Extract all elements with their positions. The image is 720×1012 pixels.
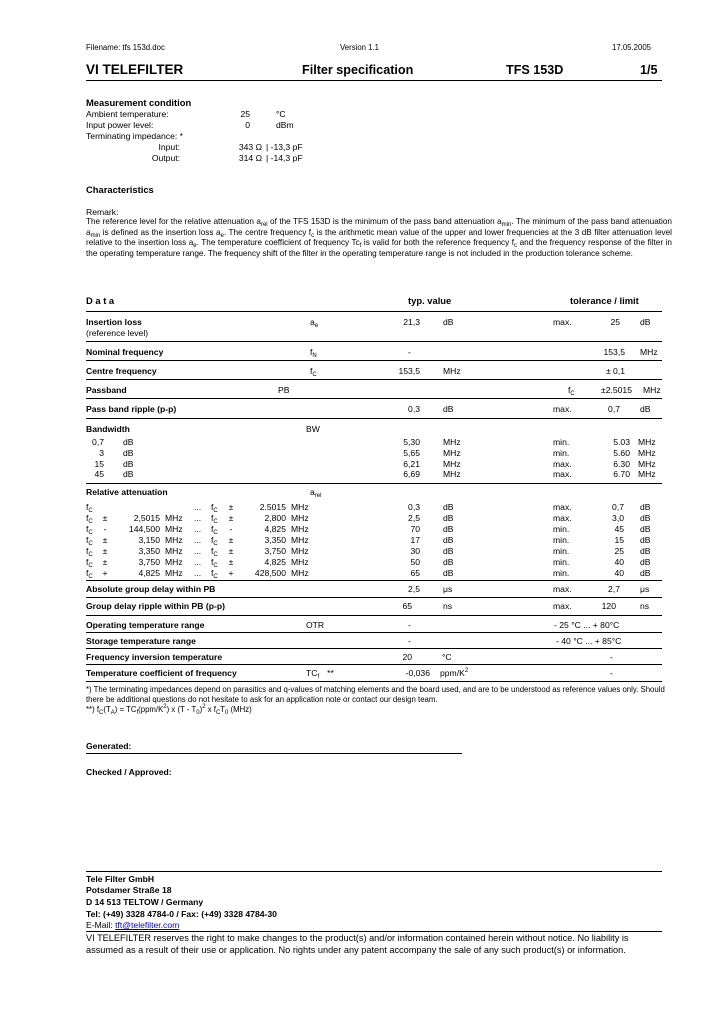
bandwidth-level-unit: dB: [123, 447, 134, 458]
ra-tol-value: 40: [614, 557, 624, 567]
tcf-tol: -: [610, 668, 613, 678]
ambient-unit: °C: [276, 109, 286, 119]
bandwidth-level: 15: [94, 458, 104, 469]
group-delay-ripple-tol-unit: ns: [640, 601, 650, 611]
storage-temp-tol: - 40 °C ... + 85°C: [556, 636, 622, 646]
ra-freq-from: $f_C$: [86, 557, 93, 569]
bandwidth-tol-value: 6.70: [613, 469, 630, 480]
ra-offset-from: 4,825: [138, 568, 160, 578]
filename: Filename: tfs 153d.doc: [86, 43, 165, 52]
bandwidth-tol-value: 5.60: [613, 447, 630, 458]
ra-tol-qual: min.: [553, 557, 570, 567]
ra-freq-to: $f_C$: [211, 524, 218, 536]
ra-value: 70: [410, 524, 420, 534]
terminating-label: Terminating impedance: *: [86, 131, 183, 141]
centre-frequency-tol-value: ± 0,1: [605, 366, 625, 376]
bandwidth-unit: MHz: [443, 469, 461, 480]
ra-tol-value: 40: [614, 568, 624, 578]
ra-op-from: ±: [102, 546, 108, 556]
footer-company: Tele Filter GmbH: [86, 874, 155, 884]
ra-tol-value: 45: [614, 524, 624, 534]
ra-unit-to: MHz: [291, 546, 309, 556]
ra-unit: dB: [443, 546, 454, 556]
ra-freq-from: $f_C$: [86, 502, 93, 514]
ra-unit: dB: [443, 502, 454, 512]
ra-unit: dB: [443, 524, 454, 534]
ra-freq-from: $f_C$: [86, 546, 93, 558]
ra-freq-to: $f_C$: [211, 502, 218, 514]
ra-tol-unit: dB: [640, 568, 651, 578]
passband-ripple-tol-unit: dB: [640, 404, 651, 414]
ra-unit-from: MHz: [165, 568, 183, 578]
table-rule: [86, 398, 662, 399]
ra-range-dots: ...: [194, 568, 202, 578]
footer-street: Potsdamer Straße 18: [86, 885, 172, 895]
ra-tol-value: 0,7: [612, 502, 624, 512]
ra-unit-to: MHz: [291, 502, 309, 512]
part-number: TFS 153D: [506, 63, 564, 77]
nominal-frequency-symbol: $f_N$: [310, 347, 317, 359]
bandwidth-label: Bandwidth: [86, 424, 130, 434]
nominal-frequency-label: Nominal frequency: [86, 347, 164, 357]
ra-offset-to: 428,500: [254, 568, 286, 578]
abs-group-delay-tol-value: 2,7: [608, 584, 620, 594]
bandwidth-level: 0,7: [92, 437, 104, 447]
ra-op-to: ±: [228, 546, 234, 556]
ra-tol-qual: max.: [553, 513, 572, 523]
insertion-loss-tol-value: 25: [610, 317, 620, 327]
ra-offset-to: 2.5015: [259, 502, 286, 512]
bandwidth-tol-qual: min.: [553, 437, 570, 447]
ra-value: 30: [410, 546, 420, 556]
ra-freq-to: $f_C$: [211, 546, 218, 558]
ra-freq-from: $f_C$: [86, 513, 93, 525]
ra-unit-from: MHz: [165, 557, 183, 567]
ra-value: 2,5: [408, 513, 420, 523]
table-rule: [86, 418, 662, 419]
group-delay-ripple-tol-qual: max.: [553, 601, 572, 611]
nominal-frequency-value: -: [408, 347, 411, 357]
centre-frequency-label: Centre frequency: [86, 366, 157, 376]
ra-offset-from: 3,150: [138, 535, 160, 545]
tolerance-heading: tolerance / limit: [570, 295, 639, 306]
note-tcf-formula: **) $f_C(T_A) = TC_f(ppm/K^2)$ x $(T - T_0)^2$ x $f_CT_0$ (MHz): [86, 704, 252, 716]
passband-tol-value: ±2.5015: [600, 385, 632, 395]
brand-mark: VI: [86, 62, 99, 77]
ra-tol-qual: min.: [553, 568, 570, 578]
table-rule: [86, 648, 662, 649]
insertion-loss-value: 21,3: [403, 317, 420, 327]
brand-logo: [86, 62, 183, 77]
centre-frequency-unit: MHz: [443, 366, 461, 376]
ra-op-to: ±: [228, 535, 234, 545]
abs-group-delay-tol-unit: μs: [640, 584, 650, 594]
bandwidth-tol-value: 6.30: [613, 458, 630, 469]
bandwidth-tol-qual: min.: [553, 447, 570, 458]
ra-freq-from: $f_C$: [86, 535, 93, 547]
ra-tol-unit: dB: [640, 557, 651, 567]
bandwidth-value: 5,65: [403, 447, 420, 458]
passband-ripple-tol-qual: max.: [553, 404, 572, 414]
ra-offset-to: 4,825: [264, 524, 286, 534]
operating-temp-tol: - 25 °C ... + 80°C: [554, 620, 620, 630]
bandwidth-value: 5,30: [403, 437, 420, 447]
freq-inversion-temp-tol: -: [610, 652, 613, 662]
ra-range-dots: ...: [194, 535, 202, 545]
note-impedance: *) The terminating impedances depend on parasitics and q-values of matching elements and the board used, and are to be understood as reference values only. Should there be additional questions do not hesitate to ask for an application note or contact our design team.: [86, 685, 665, 704]
typ-value-heading: typ. value: [408, 295, 452, 306]
ra-unit: dB: [443, 557, 454, 567]
ra-value: 50: [410, 557, 420, 567]
bandwidth-tol-unit: MHz: [638, 447, 656, 458]
company-name: TELEFILTER: [102, 62, 184, 77]
ra-op-from: +: [102, 568, 108, 578]
tcf-unit: ppm/$K^2$: [440, 668, 469, 678]
centre-frequency-symbol: $f_C$: [310, 366, 317, 378]
header-rule: [86, 80, 662, 81]
bandwidth-level-unit: dB: [123, 458, 134, 469]
ambient-label: Ambient temperature:: [86, 109, 169, 119]
ra-offset-to: 4,825: [264, 557, 286, 567]
power-label: Input power level:: [86, 120, 154, 130]
input-parallel: | -13,3 pF: [266, 142, 303, 152]
ra-tol-qual: min.: [553, 535, 570, 545]
ra-unit: dB: [443, 568, 454, 578]
ra-offset-to: 2,800: [264, 513, 286, 523]
insertion-loss-sublabel: (reference level): [86, 328, 149, 338]
bandwidth-level-unit: dB: [123, 469, 134, 480]
table-rule: [86, 597, 662, 598]
ra-offset-from: 3,750: [138, 557, 160, 567]
ra-tol-unit: dB: [640, 513, 651, 523]
ra-tol-unit: dB: [640, 535, 651, 545]
page-number: 1/5: [640, 63, 658, 77]
ra-unit-from: MHz: [165, 513, 183, 523]
ra-freq-from: $f_C$: [86, 524, 93, 536]
tcf-symbol: $TC_f$ **: [306, 668, 334, 680]
ra-freq-from: $f_C$: [86, 568, 93, 580]
ra-unit-to: MHz: [291, 568, 309, 578]
bandwidth-tol-qual: max.: [553, 469, 572, 480]
insertion-loss-unit: dB: [443, 317, 454, 327]
table-rule: [86, 681, 662, 682]
bandwidth-level: 3: [99, 447, 104, 458]
ra-op-from: -: [103, 524, 107, 534]
doc-title: Filter specification: [302, 63, 414, 77]
table-rule: [86, 341, 662, 342]
ra-tol-unit: dB: [640, 502, 651, 512]
ra-range-dots: ...: [194, 513, 202, 523]
bandwidth-symbol: BW: [306, 424, 320, 434]
insertion-loss-tol-unit: dB: [640, 317, 651, 327]
storage-temp-label: Storage temperature range: [86, 636, 196, 646]
footer-email-row: [86, 920, 179, 930]
nominal-frequency-tol-unit: MHz: [640, 347, 658, 357]
footer-email-label: E-Mail:: [86, 920, 116, 930]
output-label: Output:: [151, 153, 180, 163]
ra-tol-qual: max.: [553, 502, 572, 512]
passband-ripple-label: Pass band ripple (p-p): [86, 404, 177, 414]
tcf-label: Temperature coefficient of frequency: [86, 668, 237, 678]
ra-op-from: ±: [102, 535, 108, 545]
ra-range-dots: ...: [194, 502, 202, 512]
ra-offset-from: 2,5015: [133, 513, 160, 523]
ra-offset-from: 3,350: [138, 546, 160, 556]
table-rule: [86, 379, 662, 380]
input-value: 343 Ω: [238, 142, 262, 152]
data-heading: D a t a: [86, 295, 115, 306]
output-parallel: | -14,3 pF: [266, 153, 303, 163]
ra-unit-to: MHz: [291, 513, 309, 523]
ra-tol-value: 3,0: [612, 513, 624, 523]
ra-tol-unit: dB: [640, 524, 651, 534]
tcf-value: -0,036: [405, 668, 430, 678]
input-label: Input:: [158, 142, 180, 152]
abs-group-delay-label: Absolute group delay within PB: [86, 584, 216, 594]
operating-temp-symbol: OTR: [306, 620, 325, 630]
ra-freq-to: $f_C$: [211, 513, 218, 525]
ra-value: 0,3: [408, 502, 420, 512]
abs-group-delay-unit: μs: [443, 584, 453, 594]
bandwidth-tol-unit: MHz: [638, 469, 656, 480]
ra-op-from: ±: [102, 513, 108, 523]
remark-label: Remark:: [86, 207, 119, 217]
ra-unit-from: MHz: [165, 524, 183, 534]
ra-range-dots: ...: [194, 524, 202, 534]
power-unit: dBm: [276, 120, 294, 130]
bandwidth-tol-unit: MHz: [638, 458, 656, 469]
ra-value: 17: [410, 535, 420, 545]
ra-offset-to: 3,750: [264, 546, 286, 556]
passband-ripple-tol-value: 0,7: [608, 404, 620, 414]
ra-unit-from: MHz: [165, 535, 183, 545]
ra-freq-to: $f_C$: [211, 535, 218, 547]
group-delay-ripple-tol-value: 120: [601, 601, 616, 611]
table-rule: [86, 360, 662, 361]
storage-temp-value: -: [408, 636, 411, 646]
ra-op-to: ±: [228, 557, 234, 567]
passband-symbol: PB: [278, 385, 290, 395]
doc-date: 17.05.2005: [612, 43, 652, 52]
ra-offset-from: 144,500: [128, 524, 160, 534]
remark-paragraph: The reference level for the relative attenuation $a_{rel}$ of the TFS 153D is the minimum of the pass band attenuation $a_{min}$. The minimum of the pass band attenuation $a_{min}$ is defined as the insertion loss $a_e$. The centre frequency $f_c$ is the arithmetic mean value of the upper and lower frequencies at the 3 dB filter attenuation level relative to the insertion loss $a_e$. The temperature coefficient of frequency $Tc_f$ is valid for both the reference frequency $f_c$ and the frequency response of the filter in the operating temperature range. The frequency shift of the filter in the operating temperature range is not included in the production tolerance scheme.: [86, 217, 673, 258]
passband-label: Passband: [86, 385, 127, 395]
ra-op-to: +: [228, 568, 234, 578]
group-delay-ripple-unit: ns: [443, 601, 453, 611]
abs-group-delay-value: 2,5: [408, 584, 420, 594]
ra-unit: dB: [443, 513, 454, 523]
table-rule: [86, 664, 662, 665]
bandwidth-tol-unit: MHz: [638, 437, 656, 447]
ra-range-dots: ...: [194, 557, 202, 567]
ra-range-dots: ...: [194, 546, 202, 556]
ra-tol-value: 15: [614, 535, 624, 545]
bandwidth-value: 6,69: [403, 469, 420, 480]
bandwidth-unit: MHz: [443, 458, 461, 469]
ra-unit-to: MHz: [291, 524, 309, 534]
freq-inversion-temp-label: Frequency inversion temperature: [86, 652, 223, 662]
bandwidth-level-unit: dB: [123, 437, 134, 447]
generated-label: Generated:: [86, 741, 132, 751]
checked-label: Checked / Approved:: [86, 767, 172, 777]
table-rule: [86, 615, 662, 616]
ra-op-from: ±: [102, 557, 108, 567]
footer-email-link[interactable]: tft@telefilter.com: [115, 920, 180, 930]
ra-freq-to: $f_C$: [211, 568, 218, 580]
relative-attenuation-symbol: $a_{rel}$: [310, 487, 322, 499]
operating-temp-label: Operating temperature range: [86, 620, 205, 630]
table-rule: [86, 311, 662, 312]
centre-frequency-value: 153,5: [398, 366, 420, 376]
generated-line: [86, 753, 462, 754]
ra-freq-to: $f_C$: [211, 557, 218, 569]
abs-group-delay-tol-qual: max.: [553, 584, 572, 594]
ra-tol-qual: min.: [553, 524, 570, 534]
insertion-loss-symbol: $a_e$: [310, 317, 319, 329]
footer-phone: Tel: (+49) 3328 4784-0 / Fax: (+49) 3328 4784-30: [86, 909, 277, 919]
characteristics-title: Characteristics: [86, 184, 154, 195]
ra-op-to: ±: [228, 502, 234, 512]
freq-inversion-temp-value: 20: [402, 652, 412, 662]
ra-tol-qual: min.: [553, 546, 570, 556]
bandwidth-value: 6,21: [403, 458, 420, 469]
group-delay-ripple-label: Group delay ripple within PB (p-p): [86, 601, 225, 611]
ra-tol-value: 25: [614, 546, 624, 556]
bandwidth-level: 45: [94, 469, 104, 480]
group-delay-ripple-value: 65: [402, 601, 412, 611]
power-value: 0: [245, 120, 250, 130]
passband-ripple-unit: dB: [443, 404, 454, 414]
passband-tol-ref: $f_C$: [568, 385, 575, 397]
table-rule: [86, 580, 662, 581]
measurement-title: Measurement condition: [86, 97, 192, 108]
ra-unit-from: MHz: [165, 546, 183, 556]
operating-temp-value: -: [408, 620, 411, 630]
table-rule: [86, 871, 662, 872]
ra-op-to: -: [229, 524, 233, 534]
passband-ripple-value: 0,3: [408, 404, 420, 414]
ra-offset-to: 3,350: [264, 535, 286, 545]
footer-city: D 14 513 TELTOW / Germany: [86, 897, 204, 907]
bandwidth-unit: MHz: [443, 447, 461, 458]
freq-inversion-temp-unit: °C: [442, 652, 452, 662]
table-rule: [86, 483, 662, 484]
footer-disclaimer: VI TELEFILTER reserves the right to make changes to the product(s) and/or information contained herein without notice. No liability is assumed as a result of their use or application. No rights under any patent accompany the sale of any such product(s) or information.: [86, 933, 629, 955]
insertion-loss-tol-qual: max.: [553, 317, 572, 327]
ra-unit: dB: [443, 535, 454, 545]
ambient-value: 25: [240, 109, 250, 119]
relative-attenuation-label: Relative attenuation: [86, 487, 168, 497]
table-rule: [86, 632, 662, 633]
ra-unit-to: MHz: [291, 557, 309, 567]
output-value: 314 Ω: [238, 153, 262, 163]
version: Version 1.1: [340, 43, 380, 52]
table-rule: [86, 931, 662, 932]
bandwidth-tol-qual: max.: [553, 458, 572, 469]
bandwidth-tol-value: 5.03: [613, 437, 630, 447]
ra-value: 65: [410, 568, 420, 578]
ra-tol-unit: dB: [640, 546, 651, 556]
ra-op-to: ±: [228, 513, 234, 523]
passband-tol-unit: MHz: [643, 385, 661, 395]
ra-unit-to: MHz: [291, 535, 309, 545]
nominal-frequency-tol-value: 153,5: [603, 347, 625, 357]
insertion-loss-label: Insertion loss: [86, 317, 142, 327]
bandwidth-unit: MHz: [443, 437, 461, 447]
